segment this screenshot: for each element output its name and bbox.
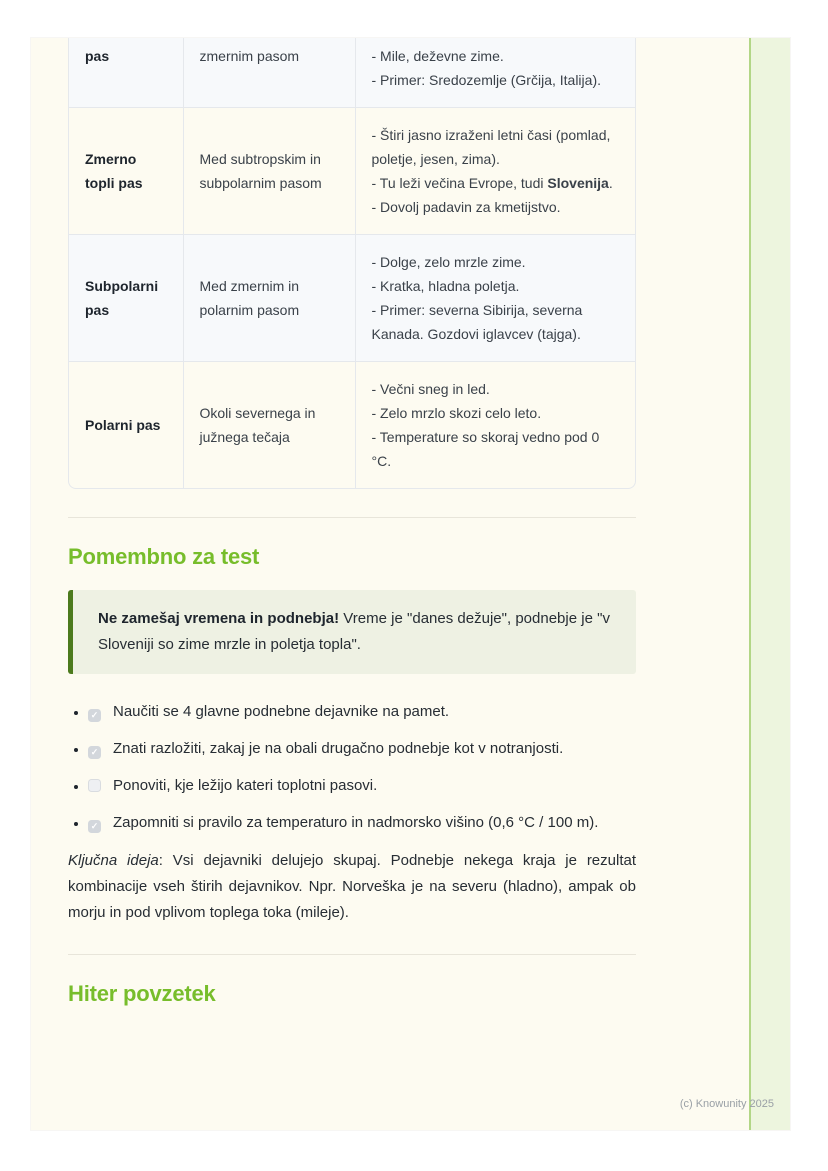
section-heading-quick-summary: Hiter povzetek	[68, 981, 216, 1006]
key-idea-label: Ključna ideja	[68, 852, 159, 869]
feature-line	[372, 123, 620, 171]
feature-text: .	[608, 175, 613, 191]
checklist-item-label: Ponoviti, kje ležijo kateri toplotni pasovi.	[113, 777, 378, 794]
copyright-watermark: (c) Knowunity 2025	[679, 1098, 774, 1110]
features-cell	[355, 362, 635, 489]
feature-text: - Kratka, hladna poletja.	[371, 278, 520, 294]
feature-bold-text: Slovenija	[547, 175, 609, 191]
feature-line	[372, 425, 620, 473]
feature-text: - Štiri jasno izraženi letni časi (pomlad, poletje, jesen, zima).	[371, 127, 615, 167]
feature-line	[372, 68, 620, 92]
table-row	[69, 108, 635, 235]
zone-cell: Polarni pas	[69, 362, 183, 489]
zone-cell: Zmerno topli pas	[69, 108, 183, 235]
feature-line	[372, 250, 620, 274]
feature-line	[372, 171, 620, 195]
feature-text: - Večni sneg in led.	[371, 381, 490, 397]
feature-text: - Temperature so skoraj vedno pod 0 °C.	[371, 429, 604, 469]
feature-text: - Zelo mrzlo skozi celo leto.	[371, 405, 542, 421]
checkbox-icon[interactable]	[88, 746, 101, 759]
location-cell: Okoli severnega in južnega tečaja	[183, 362, 355, 489]
checklist-item	[88, 774, 636, 798]
checkbox-icon[interactable]	[88, 779, 101, 792]
checkbox-icon[interactable]	[88, 820, 101, 833]
table-row	[69, 38, 635, 108]
location-cell: Med zmernim in polarnim pasom	[183, 235, 355, 362]
table-row	[69, 235, 635, 362]
feature-line	[372, 298, 620, 346]
checklist-item	[88, 700, 636, 724]
feature-line	[372, 401, 620, 425]
checklist-item	[88, 737, 636, 761]
feature-line	[372, 195, 620, 219]
callout-text: Vreme je "danes dežuje", podnebje je "v Sloveniji so zime mrzle in poletja topla".	[98, 610, 615, 653]
feature-line	[372, 377, 620, 401]
checklist-item-label: Zapomniti si pravilo za temperaturo in nadmorsko višino (0,6 °C / 100 m).	[113, 814, 599, 831]
feature-text: - Mile, deževne zime.	[371, 48, 504, 64]
features-cell	[355, 108, 635, 235]
section-divider	[68, 954, 636, 955]
location-cell: zmernim pasom	[183, 38, 355, 108]
key-idea-paragraph	[68, 848, 641, 926]
checkbox-icon[interactable]	[88, 709, 101, 722]
callout-bold-text: Ne zamešaj vremena in podnebja!	[98, 610, 340, 627]
features-cell	[355, 235, 635, 362]
feature-text: - Dolge, zelo mrzle zime.	[371, 254, 526, 270]
page-edge-stripe	[749, 38, 790, 1130]
climate-zones-table	[68, 38, 636, 489]
zone-cell: pas	[85, 48, 110, 64]
zone-cell: Subpolarni pas	[69, 235, 183, 362]
section-divider	[68, 517, 636, 518]
feature-text: - Dovolj padavin za kmetijstvo.	[371, 199, 561, 215]
checklist-item-label: Znati razložiti, zakaj je na obali drugačno podnebje kot v notranjosti.	[113, 740, 564, 757]
feature-text: - Primer: Sredozemlje (Grčija, Italija).	[371, 72, 601, 88]
feature-text: - Primer: severna Sibirija, severna Kanada. Gozdovi iglavcev (tajga).	[371, 302, 587, 342]
section-heading-important: Pomembno za test	[68, 544, 260, 569]
checklist-item	[88, 811, 636, 835]
feature-line	[372, 44, 620, 68]
features-cell	[355, 38, 635, 108]
checklist-item-label: Naučiti se 4 glavne podnebne dejavnike na pamet.	[113, 703, 450, 720]
feature-text: - Tu leži večina Evrope, tudi	[371, 175, 548, 191]
document-content	[68, 38, 641, 1007]
key-idea-text: : Vsi dejavniki delujejo skupaj. Podnebje nekega kraja je rezultat kombinacije vseh štirih dejavnikov. Npr. Norveška je na severu (hladno), ampak ob morju in pod vplivom toplega toka (mileje).	[68, 852, 641, 921]
table-row	[69, 362, 635, 489]
task-checklist	[68, 700, 636, 835]
document-page	[31, 38, 790, 1130]
feature-line	[372, 274, 620, 298]
warning-callout	[68, 590, 636, 674]
location-cell: Med subtropskim in subpolarnim pasom	[183, 108, 355, 235]
